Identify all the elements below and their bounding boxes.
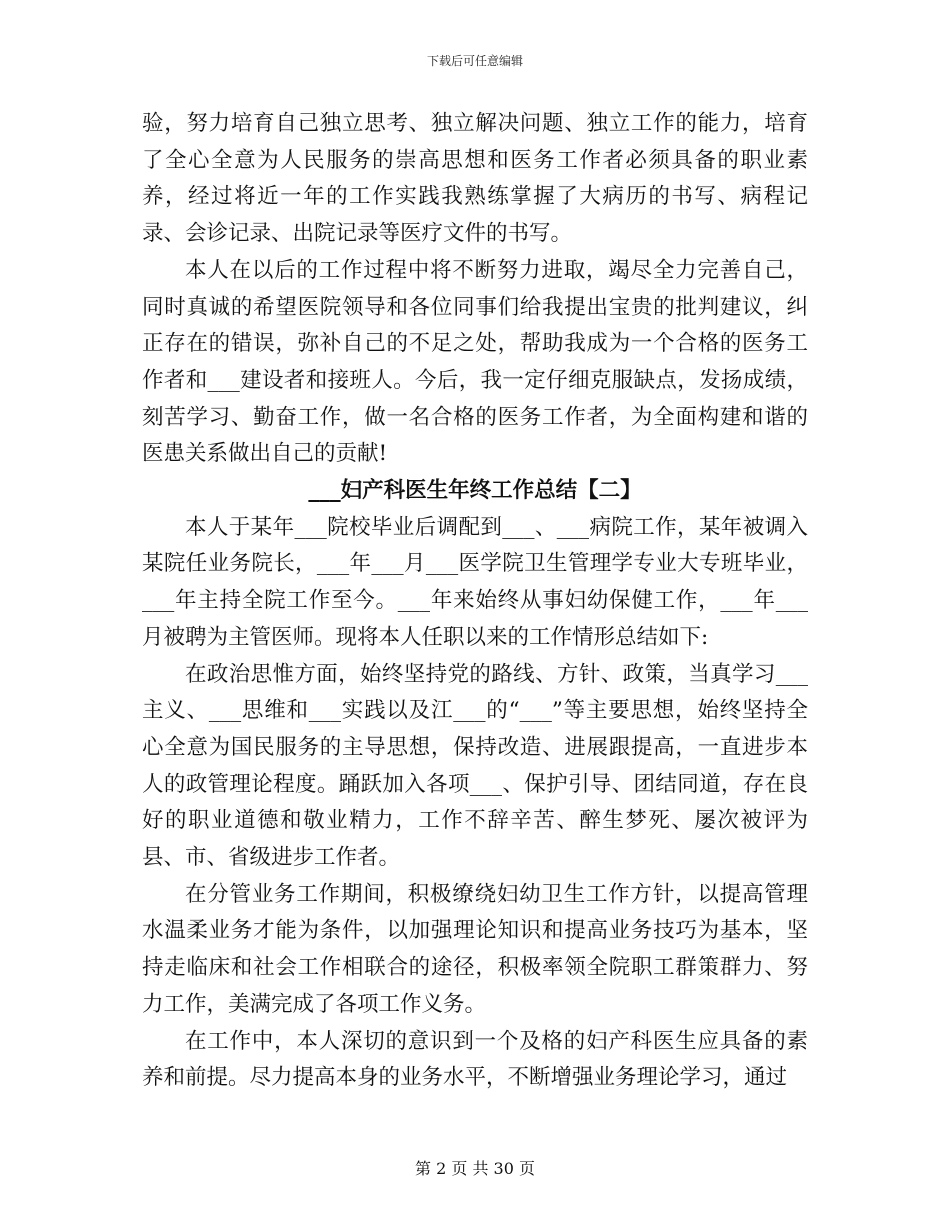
section-title: ___妇产科医生年终工作总结【二】: [308, 478, 642, 504]
paragraph: 在分管业务工作期间，积极缭绕妇幼卫生工作方针，以提高管理水温柔业务才能为条件，以加强理论知识和提高业务技巧为基本，坚持走临床和社会工作相联合的途径，积极率领全院职工群策群力、努力工作，美满完成了各项工作义务。: [142, 881, 808, 1017]
paragraph: 在工作中，本人深切的意识到一个及格的妇产科医生应具备的素养和前提。尽力提高本身的业务水平，不断增强业务理论学习，通过: [142, 1028, 808, 1091]
paragraph: 本人在以后的工作过程中将不断努力进取，竭尽全力完善自己，同时真诚的希望医院领导和各位同事们给我提出宝贵的批判建议，纠正存在的错误，弥补自己的不足之处，帮助我成为一个合格的医务工作者和___建设者和接班人。今后，我一定仔细克服缺点，发扬成绩，刻苦学习、勤奋工作，做一名合格的医务工作者，为全面构建和谐的医患关系做出自己的贡献!: [142, 257, 808, 467]
page-number: 第 2 页 共 30 页: [415, 1159, 535, 1178]
page-header: 下载后可任意编辑: [426, 54, 523, 68]
paragraph: 在政治思惟方面，始终坚持党的路线、方针、政策，当真学习___主义、___思维和___实践以及江___的“___”等主要思想，始终坚持全心全意为国民服务的主导思想，保持改造、进展跟提高，一直进步本人的政管理论程度。踊跃加入各项___、保护引导、团结同道，存在良好的职业道德和敬业精力，工作不辞辛苦、醉生梦死、屡次被评为县、市、省级进步工作者。: [142, 661, 808, 871]
paragraph: 本人于某年___院校毕业后调配到___、___病院工作，某年被调入某院任业务院长，___年___月___医学院卫生管理学专业大专班毕业，___年主持全院工作至今。___年来始终从事妇幼保健工作，___年___月被聘为主管医师。现将本人任职以来的工作情形总结如下:: [142, 514, 808, 650]
paragraph-continuation: 验，努力培育自己独立思考、独立解决问题、独立工作的能力，培育了全心全意为人民服务的崇高思想和医务工作者必须具备的职业素养，经过将近一年的工作实践我熟练掌握了大病历的书写、病程记录、会诊记录、出院记录等医疗文件的书写。: [142, 111, 808, 247]
document-body: [142, 106, 808, 1097]
